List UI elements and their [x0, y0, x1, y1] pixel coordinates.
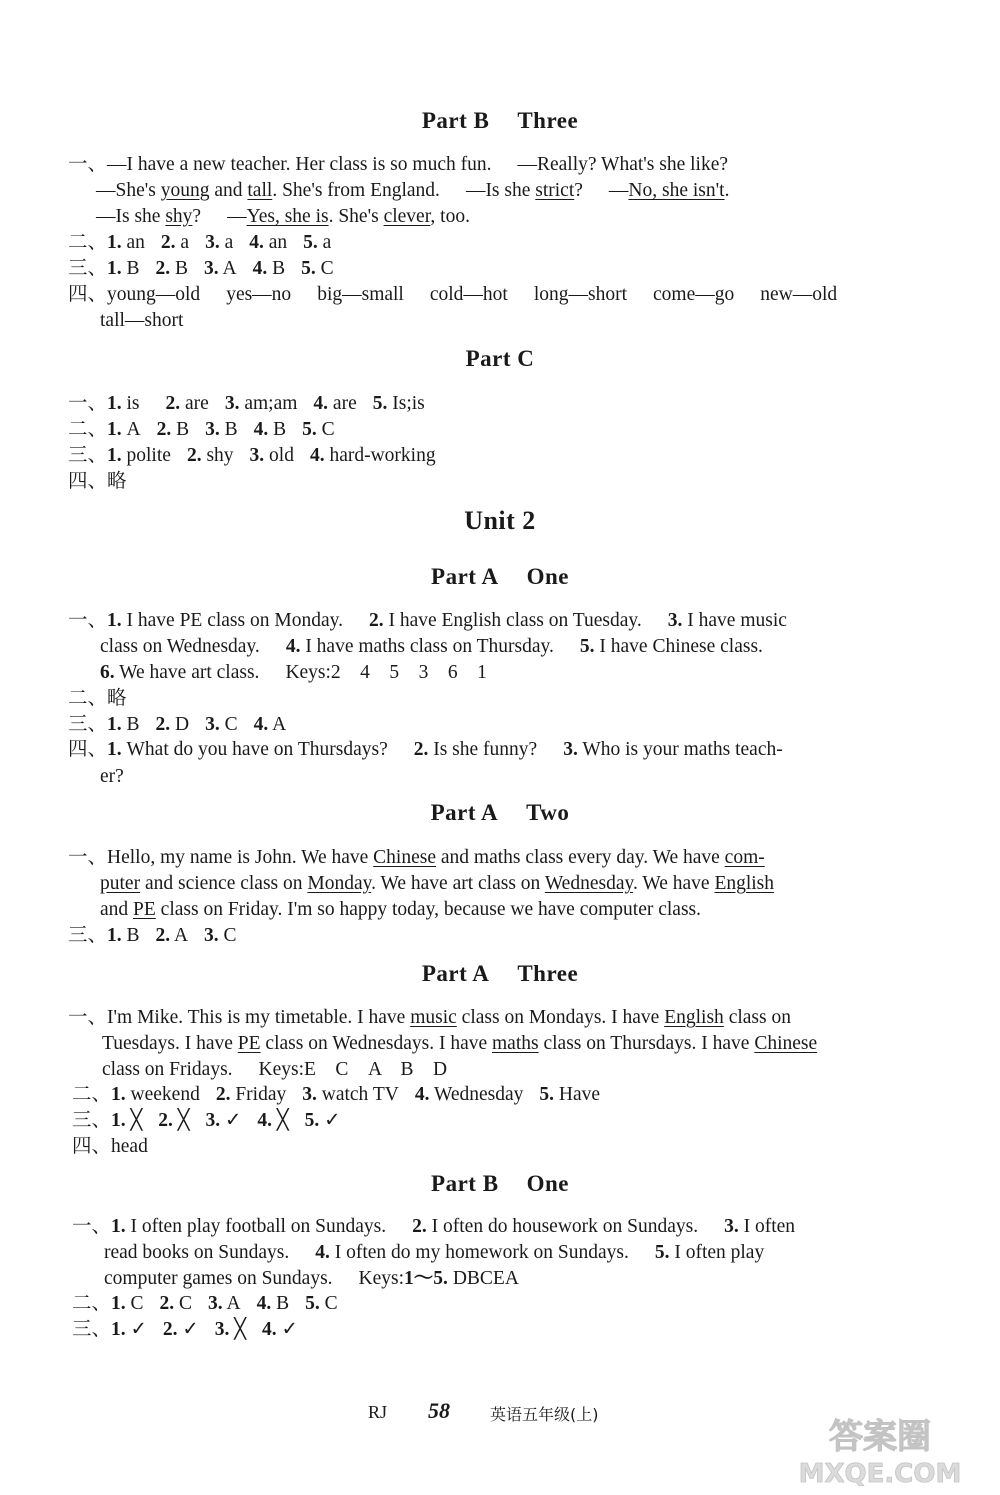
answer-line: 一、I'm Mike. This is my timetable. I have music class on Mondays. I have English class on [68, 1007, 791, 1028]
answer-line: 二、1. weekend 2. Friday 3. watch TV 4. Wednesday 5. Have [72, 1084, 601, 1105]
answer-line: class on Wednesday. 4. I have maths class on Thursday. 5. I have Chinese class. [100, 636, 763, 657]
section-heading-part-b-one: Part B One [431, 1171, 569, 1196]
svg-text:答案圈: 答案圈 [829, 1417, 931, 1457]
answer-line: 一、—I have a new teacher. Her class is so much fun. —Really? What's she like? [68, 154, 729, 175]
section-heading-part-a-three: Part A Three [421, 961, 579, 986]
edition-code: RJ [368, 1402, 388, 1422]
answer-line: read books on Sundays. 4. I often do my homework on Sundays. 5. I often play [104, 1242, 765, 1263]
answer-line: 一、1. I have PE class on Monday. 2. I have English class on Tuesday. 3. I have music [68, 610, 787, 631]
answer-line: 一、1. is 2. are 3. am;am 4. are 5. Is;is [68, 393, 425, 414]
answer-line: 三、1. polite 2. shy 3. old 4. hard-working [68, 445, 436, 466]
section-heading-part-c: Part C [465, 346, 535, 371]
answer-line: 一、Hello, my name is John. We have Chinese and maths class every day. We have com- [68, 847, 765, 868]
answer-line: 三、1. ╳ 2. ╳ 3. ✓ 4. ╳ 5. ✓ [72, 1110, 341, 1131]
heading-lesson: Three [517, 108, 579, 133]
section-heading-part-a-one: Part A One [431, 564, 569, 589]
answer-line: 6. We have art class. Keys:2 4 5 3 6 1 [100, 662, 487, 683]
answer-line: Tuesdays. I have PE class on Wednesdays. I have maths class on Thursdays. I have Chinese [102, 1033, 818, 1054]
answer-line: puter and science class on Monday. We have art class on Wednesday. We have English [100, 873, 775, 894]
answer-line: —Is she shy? —Yes, she is. She's clever, too. [96, 206, 470, 227]
answer-line: 二、1. an 2. a 3. a 4. an 5. a [68, 232, 332, 253]
answer-line: 四、head [72, 1136, 148, 1157]
page-number: 58 [428, 1398, 450, 1423]
answer-line: 二、1. A 2. B 3. B 4. B 5. C [68, 419, 335, 440]
answer-line: class on Fridays. Keys:E C A B D [102, 1059, 448, 1080]
answer-line: 四、略 [68, 471, 127, 492]
answer-line: 三、1. ✓ 2. ✓ 3. ╳ 4. ✓ [72, 1319, 298, 1340]
watermark-logo [770, 1410, 990, 1490]
answer-line: tall—short [100, 310, 184, 331]
answer-line: 三、1. B 2. D 3. C 4. A [68, 714, 287, 735]
answer-line: 三、1. B 2. B 3. A 4. B 5. C [68, 258, 334, 279]
answer-line: 一、1. I often play football on Sundays. 2. I often do housework on Sundays. 3. I often [72, 1216, 796, 1237]
svg-text:MXQE.COM: MXQE.COM [798, 1459, 962, 1489]
unit-heading: Unit 2 [464, 506, 536, 535]
answer-line: 三、1. B 2. A 3. C [68, 925, 237, 946]
answer-line: er? [100, 766, 124, 787]
answer-line: —She's young and tall. She's from England. —Is she strict? —No, she isn't. [96, 180, 730, 201]
section-heading-part-a-two: Part A Two [430, 800, 570, 825]
answer-line: 四、1. What do you have on Thursdays? 2. Is she funny? 3. Who is your maths teach- [68, 739, 783, 760]
answer-line: 二、1. C 2. C 3. A 4. B 5. C [72, 1293, 338, 1314]
answer-line: computer games on Sundays. Keys:1～5. DBCEA [104, 1268, 519, 1289]
answer-line: and PE class on Friday. I'm so happy today, because we have computer class. [100, 899, 701, 920]
book-title: 英语五年级(上) [490, 1405, 599, 1424]
section-heading-part-b-three [0, 108, 1000, 134]
answer-line: 四、young—old yes—no big—small cold—hot long—short come—go new—old [68, 284, 838, 305]
heading-part: Part B [421, 108, 490, 133]
answer-line: 二、略 [68, 688, 127, 709]
